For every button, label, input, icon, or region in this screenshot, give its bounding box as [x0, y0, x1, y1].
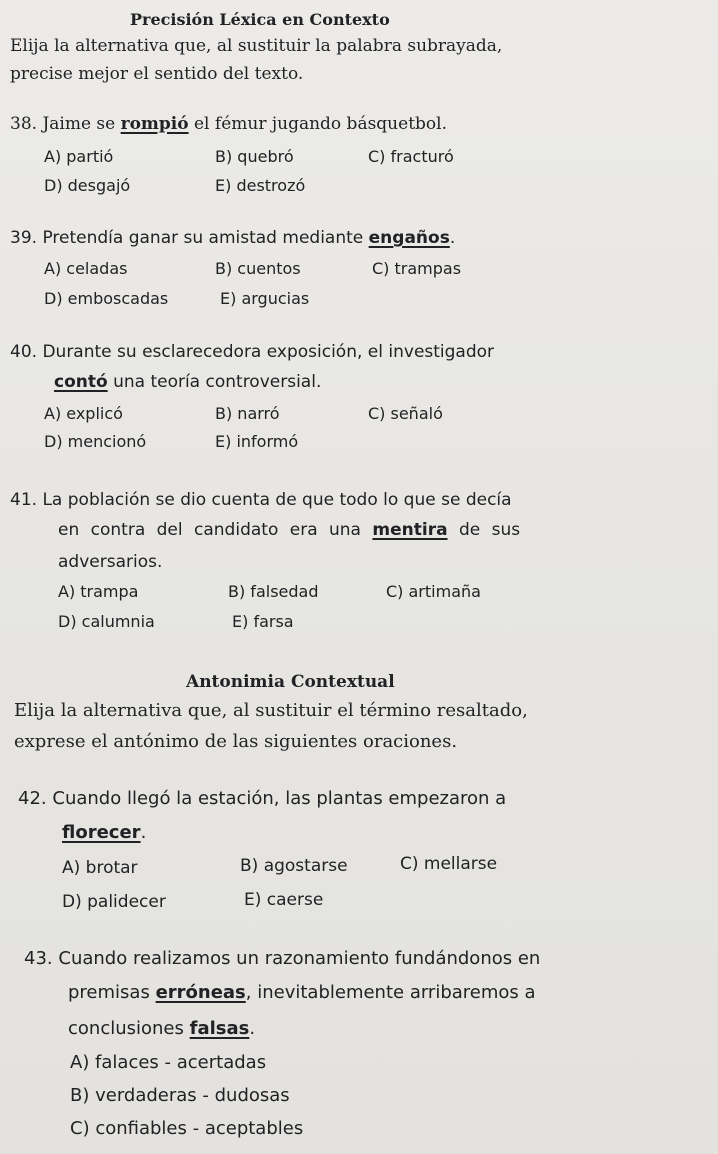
underlined-word: mentira — [372, 520, 448, 540]
option-e[interactable]: E) informó — [215, 432, 299, 451]
underlined-word: engaños — [368, 228, 450, 248]
option-b[interactable]: B) falsedad — [228, 582, 319, 601]
option-d[interactable]: D) mencionó — [44, 432, 147, 451]
option-e[interactable]: E) argucias — [220, 289, 310, 308]
option-d[interactable]: D) emboscadas — [44, 289, 169, 308]
underlined-word: contó — [54, 372, 108, 392]
option-b[interactable]: B) narró — [215, 404, 280, 423]
question-41-line3: adversarios. — [58, 552, 163, 572]
question-text: . — [140, 822, 147, 843]
question-42 — [18, 788, 506, 809]
option-c[interactable]: C) confiables - aceptables — [70, 1118, 304, 1139]
question-text: Cuando realizamos un razonamiento fundándonos en — [58, 948, 541, 969]
option-c[interactable]: C) fracturó — [368, 147, 454, 166]
question-text: Cuando llegó la estación, las plantas empezaron a — [52, 788, 507, 809]
question-number: 39. — [10, 228, 38, 248]
question-40-line2 — [54, 372, 321, 392]
section-instructions-line1: Elija la alternativa que, al sustituir el término resaltado, — [14, 700, 528, 721]
question-text: el fémur jugando básquetbol. — [194, 114, 447, 134]
question-text: Jaime se — [42, 114, 116, 134]
question-text: Pretendía ganar su amistad mediante — [42, 228, 364, 248]
question-number: 42. — [18, 788, 47, 809]
question-text: de sus — [458, 520, 521, 540]
question-text: , inevitablemente arribaremos a — [245, 982, 536, 1003]
option-b[interactable]: B) agostarse — [240, 856, 348, 876]
question-text: en contra del candidato era una — [58, 520, 361, 540]
question-42-line2 — [62, 822, 146, 843]
question-number: 41. — [10, 490, 38, 510]
question-text: premisas — [68, 982, 150, 1003]
underlined-word: falsas — [189, 1018, 250, 1039]
option-c[interactable]: C) mellarse — [400, 854, 498, 874]
question-41 — [10, 490, 512, 510]
option-b[interactable]: B) cuentos — [215, 259, 301, 278]
option-a[interactable]: A) celadas — [44, 259, 128, 278]
option-b[interactable]: B) quebró — [215, 147, 294, 166]
option-a[interactable]: A) brotar — [62, 858, 138, 878]
question-40 — [10, 342, 494, 362]
option-c[interactable]: C) trampas — [372, 259, 462, 278]
option-c[interactable]: C) señaló — [368, 404, 443, 423]
option-a[interactable]: A) trampa — [58, 582, 139, 601]
question-number: 40. — [10, 342, 38, 362]
section-title-precision: Precisión Léxica en Contexto — [130, 10, 390, 29]
option-a[interactable]: A) explicó — [44, 404, 123, 423]
option-d[interactable]: D) palidecer — [62, 892, 166, 912]
underlined-word: rompió — [120, 114, 189, 134]
option-a[interactable]: A) partió — [44, 147, 114, 166]
section-instructions-line1: Elija la alternativa que, al sustituir la palabra subrayada, — [10, 36, 503, 56]
question-number: 43. — [24, 948, 53, 969]
question-39 — [10, 228, 455, 248]
option-e[interactable]: E) farsa — [232, 612, 294, 631]
option-d[interactable]: D) desgajó — [44, 176, 131, 195]
section-title-antonimia: Antonimia Contextual — [186, 672, 395, 692]
question-43-line2 — [68, 982, 536, 1003]
question-number: 38. — [10, 114, 38, 134]
underlined-word: florecer — [62, 822, 141, 843]
question-text: . — [249, 1018, 256, 1039]
question-text: Durante su esclarecedora exposición, el investigador — [42, 342, 495, 362]
question-43 — [24, 948, 540, 969]
question-38 — [10, 114, 447, 134]
question-text: La población se dio cuenta de que todo lo que se decía — [42, 490, 512, 510]
option-a[interactable]: A) falaces - acertadas — [70, 1052, 267, 1073]
option-e[interactable]: E) destrozó — [215, 176, 306, 195]
question-text: una teoría controversial. — [113, 372, 322, 392]
question-41-line2 — [58, 520, 520, 540]
question-43-line3 — [68, 1018, 255, 1039]
option-e[interactable]: E) caerse — [244, 890, 324, 910]
underlined-word: erróneas — [155, 982, 246, 1003]
section-instructions-line2: exprese el antónimo de las siguientes oraciones. — [14, 731, 458, 752]
option-d[interactable]: D) calumnia — [58, 612, 155, 631]
option-b[interactable]: B) verdaderas - dudosas — [70, 1085, 290, 1106]
option-c[interactable]: C) artimaña — [386, 582, 481, 601]
question-text: conclusiones — [68, 1018, 184, 1039]
section-instructions-line2: precise mejor el sentido del texto. — [10, 64, 304, 84]
question-text: . — [449, 228, 456, 248]
